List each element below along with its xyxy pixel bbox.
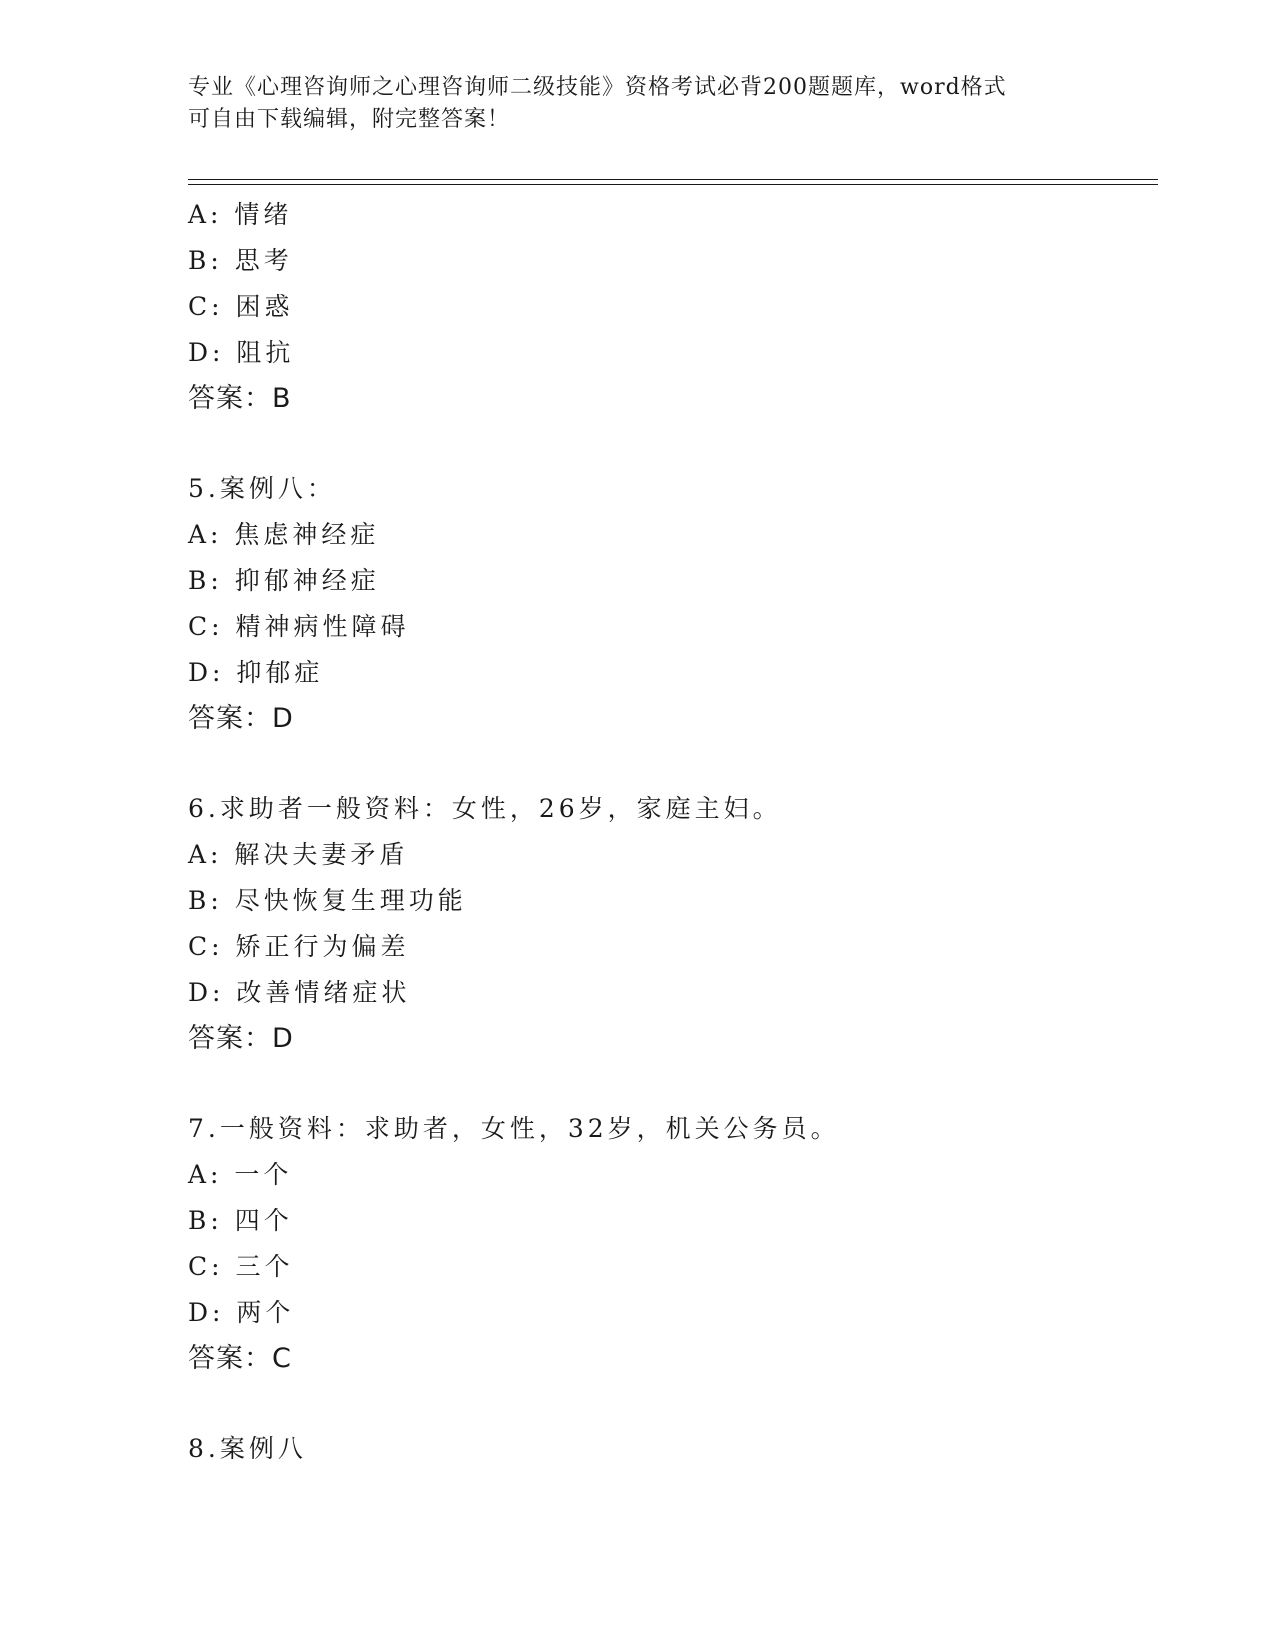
question-block <box>188 786 1148 1062</box>
header-line-1: 专业《心理咨询师之心理咨询师二级技能》资格考试必背200题题库，word格式 <box>188 75 1007 100</box>
block-spacer <box>188 1382 1148 1426</box>
document-header <box>188 72 1088 136</box>
option-c: C: 三个 <box>188 1252 294 1281</box>
question-text: 8.案例八 <box>188 1434 307 1463</box>
option-d: D: 两个 <box>188 1298 295 1327</box>
option-b: B: 尽快恢复生理功能 <box>188 886 467 915</box>
option-a: A: 解决夫妻矛盾 <box>188 840 409 869</box>
option-a: A: 焦虑神经症 <box>188 520 380 549</box>
answer-line: 答案：C <box>188 1343 292 1374</box>
question-list <box>188 192 1148 1472</box>
option-c: C: 矫正行为偏差 <box>188 932 410 961</box>
answer-line: 答案：D <box>188 703 294 734</box>
option-d: D: 抑郁症 <box>188 658 324 687</box>
option-b: B: 抑郁神经症 <box>188 566 380 595</box>
answer-line: 答案：B <box>188 383 292 414</box>
option-a: A: 情绪 <box>188 200 293 229</box>
option-c: C: 困惑 <box>188 292 294 321</box>
header-divider <box>188 179 1158 185</box>
question-block <box>188 192 1148 422</box>
option-d: D: 改善情绪症状 <box>188 978 411 1007</box>
option-b: B: 思考 <box>188 246 293 275</box>
option-c: C: 精神病性障碍 <box>188 612 410 641</box>
question-block <box>188 1106 1148 1382</box>
block-spacer <box>188 1062 1148 1106</box>
option-d: D: 阻抗 <box>188 338 295 367</box>
question-text: 7.一般资料：求助者，女性，32岁，机关公务员。 <box>188 1114 840 1143</box>
option-a: A: 一个 <box>188 1160 293 1189</box>
question-block <box>188 466 1148 742</box>
question-text: 5.案例八： <box>188 474 336 503</box>
option-b: B: 四个 <box>188 1206 293 1235</box>
block-spacer <box>188 742 1148 786</box>
question-text: 6.求助者一般资料：女性，26岁，家庭主妇。 <box>188 794 782 823</box>
answer-line: 答案：D <box>188 1023 294 1054</box>
header-line-2: 可自由下载编辑，附完整答案！ <box>188 107 511 132</box>
block-spacer <box>188 422 1148 466</box>
